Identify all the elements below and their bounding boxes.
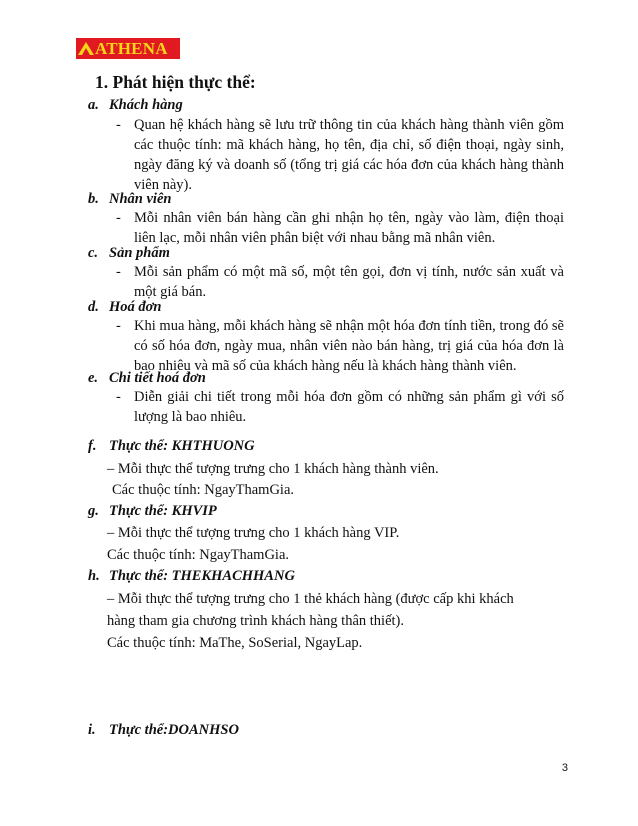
- bullet-dash: -: [116, 318, 121, 334]
- section-g-letter: g.: [88, 503, 99, 519]
- section-f-title: [88, 436, 255, 456]
- section-e-letter: e.: [88, 370, 99, 386]
- page-number: 3: [561, 762, 568, 774]
- section-c-text: Mỗi sản phẩm có một mã số, một tên gọi, đơn vị tính, nước sản xuất và một giá bán.: [134, 264, 564, 300]
- section-h-line2: hàng tham gia chương trình khách hàng thân thiết).: [107, 613, 404, 629]
- section-g-line2: Các thuộc tính: NgayThamGia.: [107, 547, 290, 563]
- athena-logo-icon: [78, 42, 94, 55]
- section-h-letter: h.: [88, 568, 100, 584]
- section-a-item: [116, 115, 564, 195]
- section-f-line2: Các thuộc tính: NgayThamGia.: [112, 482, 295, 498]
- section-b-item: [116, 208, 564, 248]
- section-c-label: Sản phẩm: [109, 245, 170, 261]
- section-g-line1: – Mỗi thực thể tượng trưng cho 1 khách hàng VIP.: [107, 525, 400, 541]
- bullet-dash: -: [116, 389, 121, 405]
- logo-text: ATHENA: [95, 39, 168, 58]
- section-h-line1: – Mỗi thực thể tượng trưng cho 1 thẻ khách hàng (được cấp khi khách: [107, 591, 514, 607]
- section-i-label: Thực thể:DOANHSO: [109, 722, 239, 738]
- athena-logo: [76, 38, 180, 59]
- section-i-letter: i.: [88, 722, 96, 738]
- section-h-label: Thực thể: THEKHACHHANG: [109, 568, 295, 584]
- section-a-text: Quan hệ khách hàng sẽ lưu trữ thông tin của khách hàng thành viên gồm các thuộc tính: mã khách hàng, họ tên, địa chỉ, số điện thoại, ngày sinh, ngày đăng ký và doanh số (tổng trị giá các hóa đơn của khách hàng thành viên này).: [134, 117, 564, 193]
- section-e-label: Chi tiết hoá đơn: [109, 370, 206, 386]
- section-e-text: Diễn giải chi tiết trong mỗi hóa đơn gồm có những sản phẩm gì với số lượng là bao nhiêu.: [134, 389, 564, 425]
- section-a-letter: a.: [88, 97, 99, 113]
- section-d-text: Khi mua hàng, mỗi khách hàng sẽ nhận một hóa đơn tính tiền, trong đó sẽ có số hóa đơn, ngày mua, nhân viên nào bán hàng, trị giá của hóa đơn là bao nhiêu và mã số của khách hàng nếu là khách hàng thành viên.: [134, 318, 564, 374]
- section-b-text: Mỗi nhân viên bán hàng cần ghi nhận họ tên, ngày vào làm, điện thoại liên lạc, mỗi nhân viên phân biệt với nhau bằng mã nhân viên.: [134, 210, 564, 246]
- section-h-title: [88, 566, 295, 586]
- section-a-label: Khách hàng: [109, 97, 183, 113]
- section-h-line3: Các thuộc tính: MaThe, SoSerial, NgayLap.: [107, 635, 363, 651]
- section-d-item: [116, 316, 564, 376]
- section-g-label: Thực thể: KHVIP: [109, 503, 217, 519]
- section-f-label: Thực thể: KHTHUONG: [109, 438, 255, 454]
- section-a-title: [88, 95, 183, 115]
- section-b-title: [88, 189, 171, 209]
- section-f-line1: – Mỗi thực thể tượng trưng cho 1 khách hàng thành viên.: [107, 461, 439, 477]
- section-c-letter: c.: [88, 245, 99, 261]
- section-i-title: [88, 720, 239, 740]
- section-d-letter: d.: [88, 299, 99, 315]
- bullet-dash: -: [116, 264, 121, 280]
- section-b-label: Nhân viên: [109, 191, 172, 207]
- section-g-title: [88, 501, 217, 521]
- section-f-letter: f.: [88, 438, 97, 454]
- section-c-title: [88, 243, 170, 263]
- section-d-label: Hoá đơn: [109, 299, 162, 315]
- section-e-item: [116, 387, 564, 427]
- section-b-letter: b.: [88, 191, 99, 207]
- section-heading: 1. Phát hiện thực thể:: [95, 72, 256, 92]
- bullet-dash: -: [116, 117, 121, 133]
- section-d-title: [88, 297, 162, 317]
- bullet-dash: -: [116, 210, 121, 226]
- section-e-title: [88, 368, 206, 388]
- section-c-item: [116, 262, 564, 302]
